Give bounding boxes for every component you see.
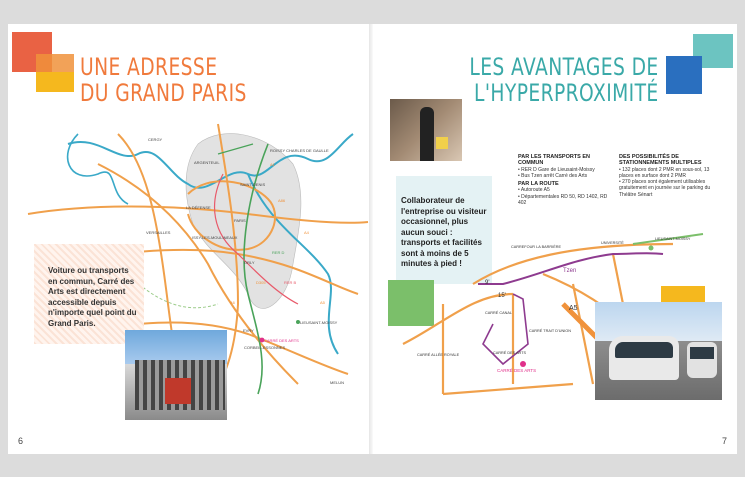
map-label-paris: PARIS [234,218,246,223]
map-label-carre-des-arts: CARRÉ DES ARTS [264,338,299,343]
map-label-a1: A1 [270,162,275,167]
page-title-left [80,54,247,106]
proximity-callout-text: Collaborateur de l'entreprise ou visiteur occasionnel, plus aucun souci : transports et facilités sont à moins de 5 minutes à pied ! [401,196,487,268]
map-label-la-defense: LA DÉFENSE [186,205,211,210]
title-line-2: DU GRAND PARIS [80,79,247,107]
carre-des-arts-pin [520,361,526,367]
map-label-versailles: VERSAILLES [146,230,171,235]
map-label-orly: ORLY [244,260,255,265]
list-item: • Départementales RD 50, RD 1402, RD 402 [518,193,608,207]
map-label-universite: UNIVERSITÉ [601,241,624,245]
parking-heading: DES POSSIBILITÉS DE STATIONNEMENTS MULTIPLES [619,154,702,167]
parking-list [619,167,719,198]
page-number-right: 7 [721,436,727,446]
map-label-carre-arts-pin: CARRÉ DES ARTS [497,368,537,373]
timer-9min: 9' [485,280,490,286]
map-label-roissy: ROISSY CHARLES DE GAULLE [270,148,329,153]
map-label-argenteuil: ARGENTEUIL [194,160,220,165]
route-heading: PAR LA ROUTE [518,181,559,188]
transports-heading: PAR LES TRANSPORTS EN COMMUN [518,154,591,167]
transport-info [518,154,613,208]
page-title-right [470,54,659,106]
gare-marker [649,246,654,251]
map-label-carrefour: CARREFOUR LA BARRIÈRE [511,245,562,249]
map-label-saint-denis: SAINT-DENIS [240,182,266,187]
parking-info [619,154,719,200]
tzen-bus-photo [595,302,722,400]
lieusaint-marker [296,320,300,324]
map-label-rer-b: RER B [284,280,297,285]
title-line-2: L'HYPERPROXIMITÉ [474,79,659,107]
map-label-melun: MELUN [330,380,345,385]
transports-list [518,167,613,180]
map-label-corbeil: CORBEIL-ESSONNES [244,345,286,350]
access-callout [34,244,144,344]
map-label-cergy: CERGY [148,137,163,142]
building-photo [125,330,227,420]
list-item: • Autoroute A5 [518,187,550,194]
map-label-tzen: Tzen [563,268,577,274]
map-label-d305: D305 [256,280,266,285]
map-label-rer-d: RER D [272,250,285,255]
title-line-1: LES AVANTAGES DE [469,53,659,81]
map-label-carre-allee: CARRÉ ALLÉE ROYALE [417,353,460,357]
access-callout-text: Voiture ou transports en commun, Carré des Arts est directement accessible depuis n'importe quel point du Grand Paris. [48,266,137,328]
right-page [373,24,737,454]
map-label-a86: A86 [278,198,286,203]
left-page [8,24,370,454]
map-label-lieusaint: LIEUSAINT-MOISSY [300,320,338,325]
map-label-gare: LIEUSAINT-MOISSY [655,237,691,241]
route-list [518,187,613,206]
carre-des-arts-marker [260,338,265,343]
timer-15min: 15' [498,293,506,299]
map-label-issy: ISSY-LES-MOULINEAUX [192,235,238,240]
list-item: • 132 places dont 2 PMR en sous-sol, 13 places en surface dont 2 PMR [619,166,710,179]
decor-square-blue [666,56,702,94]
title-line-1: UNE ADRESSE [80,53,218,81]
page-number-left: 6 [18,436,24,446]
decor-square-yellow [36,72,74,92]
map-label-a6: A6 [230,300,235,305]
map-label-a4: A4 [304,230,309,235]
list-item: • Bus Tzen arrêt Carré des Arts [518,172,588,179]
woman-shopping-photo [390,99,462,161]
list-item: • 270 places sont également utilisables gratuitement en journée sur le parking du Théâtre Sénart [619,179,711,198]
map-label-evry: EVRY [243,328,254,333]
map-label-carre-arts-stop: CARRÉ DES ARTS [493,351,527,355]
map-label-a5: A5 [320,300,325,305]
map-label-carre-canal: CARRÉ CANAL [485,311,513,315]
map-label-carre-trait: CARRÉ TRAIT D'UNION [529,329,571,333]
list-item: • RER D Gare de Lieusaint-Moissy [518,166,595,173]
map-label-a5: A5 [569,305,578,312]
